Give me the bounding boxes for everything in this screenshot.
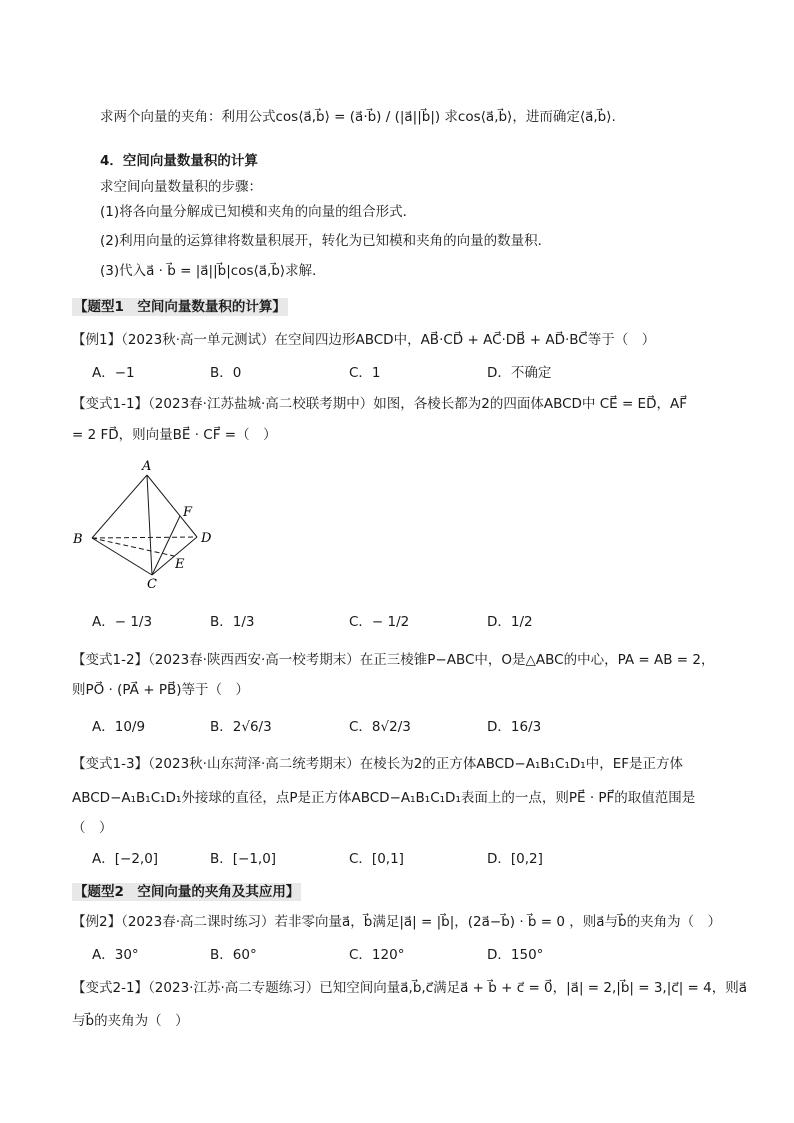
type-2-tag: 【题型2 空间向量的夹角及其应用】 <box>74 884 300 900</box>
variant-2-1-line-1 <box>72 979 747 997</box>
vertex-label-b: B <box>73 532 83 547</box>
section-4-title: 4．空间向量数量积的计算 <box>100 153 258 169</box>
variant-1-2-option-a: A．10/9 <box>92 719 146 735</box>
variant-1-3-option-c: C．[0,1] <box>349 851 404 867</box>
variant-2-1-label: 【变式2-1】 <box>72 980 149 996</box>
segment-be-hidden <box>92 538 174 556</box>
variant-1-2-text-1: （2023春·陕西西安·高一校考期末）在正三棱锥P−ABC中，O是△ABC的中心，PA = AB = 2， <box>148 652 715 668</box>
example-1-option-c: C．1 <box>349 365 381 381</box>
example-2-option-a: A．30° <box>92 947 139 963</box>
edge-ac <box>147 475 152 575</box>
variant-1-3-option-d: D．[0,2] <box>487 851 543 867</box>
variant-1-2-label: 【变式1-2】 <box>72 652 149 668</box>
variant-1-1-option-a: A．− 1/3 <box>92 614 153 630</box>
example-2-label: 【例2】 <box>72 914 122 930</box>
vertex-label-a: A <box>142 459 152 474</box>
edge-ab <box>92 475 147 538</box>
vertex-label-c: C <box>147 577 157 590</box>
angle-formula-line: 求两个向量的夹角：利用公式cos⟨a⃗,b⃗⟩ = (a⃗·b⃗) / (|a⃗||b⃗|) 求cos⟨a⃗,b⃗⟩，进而确定⟨a⃗,b⃗⟩. <box>100 109 616 125</box>
example-1-option-a: A．−1 <box>92 365 135 381</box>
steps-intro: 求空间向量数量积的步骤： <box>100 179 262 195</box>
variant-1-3-label: 【变式1-3】 <box>72 756 149 772</box>
type-1-heading <box>72 298 288 316</box>
example-1-option-b: B．0 <box>210 365 242 381</box>
edge-bc <box>92 538 152 575</box>
variant-1-1-line-2: = 2 FD⃗，则向量BE⃗ · CF⃗ =（ ） <box>72 427 277 443</box>
point-label-f: F <box>183 505 193 520</box>
type-1-tag: 【题型1 空间向量数量积的计算】 <box>74 299 286 315</box>
variant-1-3-text-1: （2023秋·山东菏泽·高二统考期末）在棱长为2的正方体ABCD−A₁B₁C₁D₁中，EF是正方体 <box>148 756 683 772</box>
tetrahedron-figure <box>70 455 220 590</box>
example-1-option-d: D．不确定 <box>487 365 552 381</box>
variant-1-1-option-c: C．− 1/2 <box>349 614 410 630</box>
variant-1-1-label: 【变式1-1】 <box>72 396 149 412</box>
variant-1-3-option-b: B．[−1,0] <box>210 851 277 867</box>
variant-1-2-line-2: 则PO⃗ · (PA⃗ + PB⃗)等于（ ） <box>72 682 249 698</box>
example-2-question <box>72 913 721 931</box>
variant-1-3-line-3: （ ） <box>72 820 113 836</box>
variant-1-3-option-a: A．[−2,0] <box>92 851 159 867</box>
example-1-text: （2023秋·高一单元测试）在空间四边形ABCD中，AB⃗·CD⃗ + AC⃗·DB⃗ + AD⃗·BC⃗等于（ ） <box>121 332 656 348</box>
example-2-option-b: B．60° <box>210 947 257 963</box>
variant-1-1-option-b: B．1/3 <box>210 614 255 630</box>
variant-1-3-line-2: ABCD−A₁B₁C₁D₁外接球的直径，点P是正方体ABCD−A₁B₁C₁D₁表面上的一点，则PE⃗ · PF⃗的取值范围是 <box>72 790 696 806</box>
variant-1-2-line-1 <box>72 651 714 669</box>
example-1-question <box>72 331 655 349</box>
vertex-label-d: D <box>201 531 212 546</box>
step-1: (1)将各向量分解成已知模和夹角的向量的组合形式． <box>100 204 417 220</box>
variant-1-1-option-d: D．1/2 <box>487 614 533 630</box>
point-label-e: E <box>175 557 185 572</box>
variant-2-1-line-2: 与b⃗的夹角为（ ） <box>72 1013 189 1029</box>
example-1-label: 【例1】 <box>72 332 122 348</box>
variant-1-2-option-d: D．16/3 <box>487 719 542 735</box>
variant-1-2-option-b: B．2√6/3 <box>210 719 272 735</box>
type-2-heading <box>72 883 301 901</box>
variant-2-1-text-1: （2023·江苏·高二专题练习）已知空间向量a⃗,b⃗,c⃗满足a⃗ + b⃗ + c⃗ = 0⃗，|a⃗| = 2,|b⃗| = 3,|c⃗| = 4，则a⃗ <box>148 980 747 996</box>
example-2-text: （2023春·高二课时练习）若非零向量a⃗，b⃗满足|a⃗| = |b⃗|，(2a⃗−b⃗) · b⃗ = 0 ，则a⃗与b⃗的夹角为（ ） <box>121 914 722 930</box>
variant-1-1-text-1: （2023春·江苏盐城·高二校联考期中）如图，各棱长都为2的四面体ABCD中 CE⃗ = ED⃗，AF⃗ <box>148 396 687 412</box>
example-2-option-c: C．120° <box>349 947 405 963</box>
example-2-option-d: D．150° <box>487 947 544 963</box>
edge-bd-hidden <box>92 537 197 538</box>
variant-1-2-option-c: C．8√2/3 <box>349 719 411 735</box>
step-2: (2)利用向量的运算律将数量积展开，转化为已知模和夹角的向量的数量积． <box>100 233 552 249</box>
variant-1-1-line-1 <box>72 395 687 413</box>
variant-1-3-line-1 <box>72 755 683 773</box>
step-3: (3)代入a⃗ · b⃗ = |a⃗||b⃗|cos⟨a⃗,b⃗⟩求解． <box>100 263 326 279</box>
